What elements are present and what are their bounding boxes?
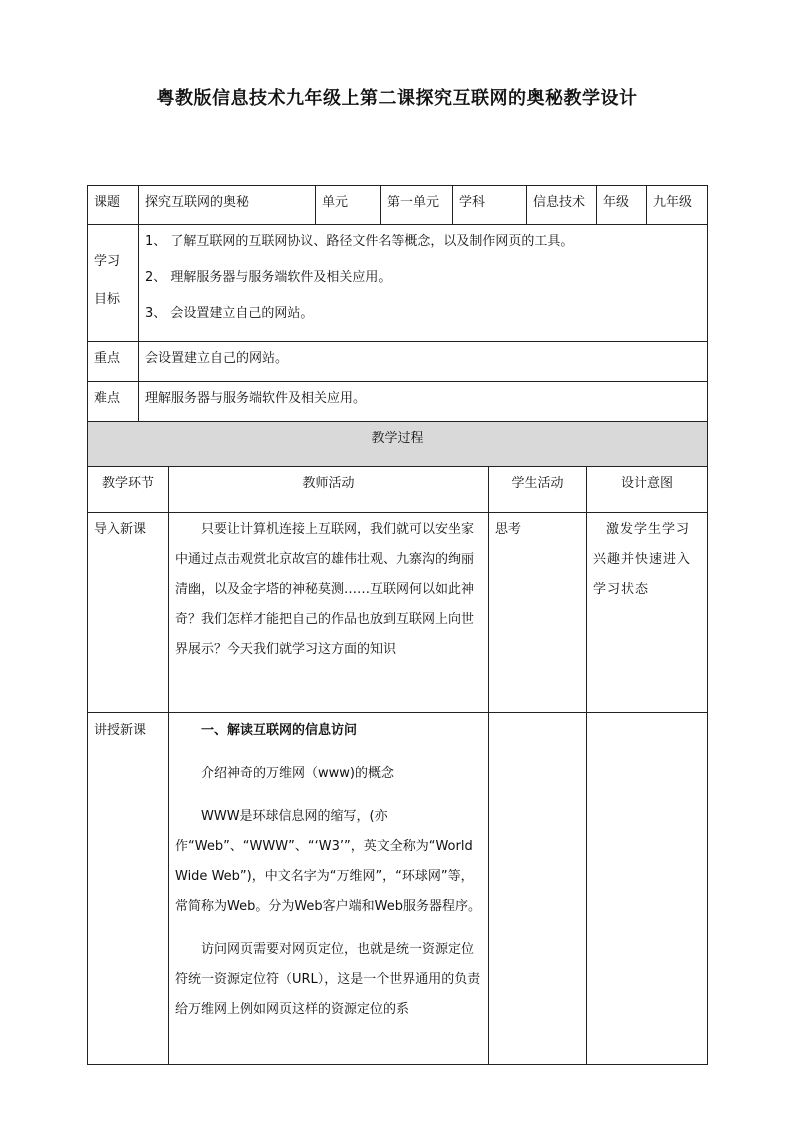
teaching-process-table [87,421,708,1065]
course-info-table [87,185,708,422]
student-activity-intro: 思考 [489,513,587,713]
key-point-label: 重点 [88,342,139,382]
grade-label: 年级 [597,186,647,225]
unit-value: 第一单元 [381,186,453,225]
objectives-label [88,225,139,342]
stage-new-lesson: 讲授新课 [88,713,169,1065]
table-row [88,713,708,1065]
key-point-value: 会设置建立自己的网站。 [139,342,708,382]
topic-value: 探究互联网的奥秘 [139,186,316,225]
teacher-paragraph: WWW是环球信息网的缩写，(亦作“Web”、“WWW”、“‘W3’”，英文全称为“World Wide Web”)，中文名字为“万维网”，“环球网”等，常简称为Web。分为Web客户端和Web服务器程序。 [175,809,482,914]
process-heading: 教学过程 [88,422,708,467]
teacher-activity-new-lesson [169,713,489,1065]
column-header-stage: 教学环节 [88,467,169,513]
document-title: 粤教版信息技术九年级上第二课探究互联网的奥秘教学设计 [156,88,638,109]
teacher-paragraph: 只要让计算机连接上互联网，我们就可以安坐家中通过点击观赏北京故宫的雄伟壮观、九寨沟的绚丽清幽，以及金字塔的神秘莫测……互联网何以如此神奇？我们怎样才能把自己的作品也放到互联网上向世界展示？今天我们就学习这方面的知识 [175,522,475,657]
teacher-activity-intro [169,513,489,713]
column-header-student: 学生活动 [489,467,587,513]
grade-value: 九年级 [647,186,708,225]
difficulty-label: 难点 [88,382,139,422]
subject-label: 学科 [453,186,527,225]
unit-label: 单元 [316,186,381,225]
objective-item: 1、 了解互联网的互联网协议、路径文件名等概念，以及制作网页的工具。 [145,234,574,249]
design-intent-new-lesson [587,713,708,1065]
topic-label: 课题 [88,186,139,225]
objectives-label-line1: 学习 [94,254,121,269]
teacher-paragraph: 访问网页需要对网页定位，也就是统一资源定位符统一资源定位符（URL），这是一个世界通用的负责给万维网上例如网页这样的资源定位的系 [175,942,481,1017]
objective-item: 2、 理解服务器与服务端软件及相关应用。 [145,269,392,285]
column-header-intent: 设计意图 [587,467,708,513]
subject-value: 信息技术 [527,186,597,225]
teacher-paragraph: 介绍神奇的万维网（www)的概念 [201,766,394,781]
student-activity-new-lesson [489,713,587,1065]
objectives-list [145,234,701,323]
difficulty-value: 理解服务器与服务端软件及相关应用。 [139,382,708,422]
stage-intro: 导入新课 [88,513,169,713]
objectives-cell [139,225,708,342]
design-intent-intro: 激发学生学习兴趣并快速进入学习状态 [587,513,708,713]
objective-item: 3、 会设置建立自己的网站。 [145,305,314,321]
table-row [88,513,708,713]
column-header-teacher: 教师活动 [169,467,489,513]
section-heading: 一、解读互联网的信息访问 [201,723,358,738]
objectives-label-line2: 目标 [94,292,121,307]
